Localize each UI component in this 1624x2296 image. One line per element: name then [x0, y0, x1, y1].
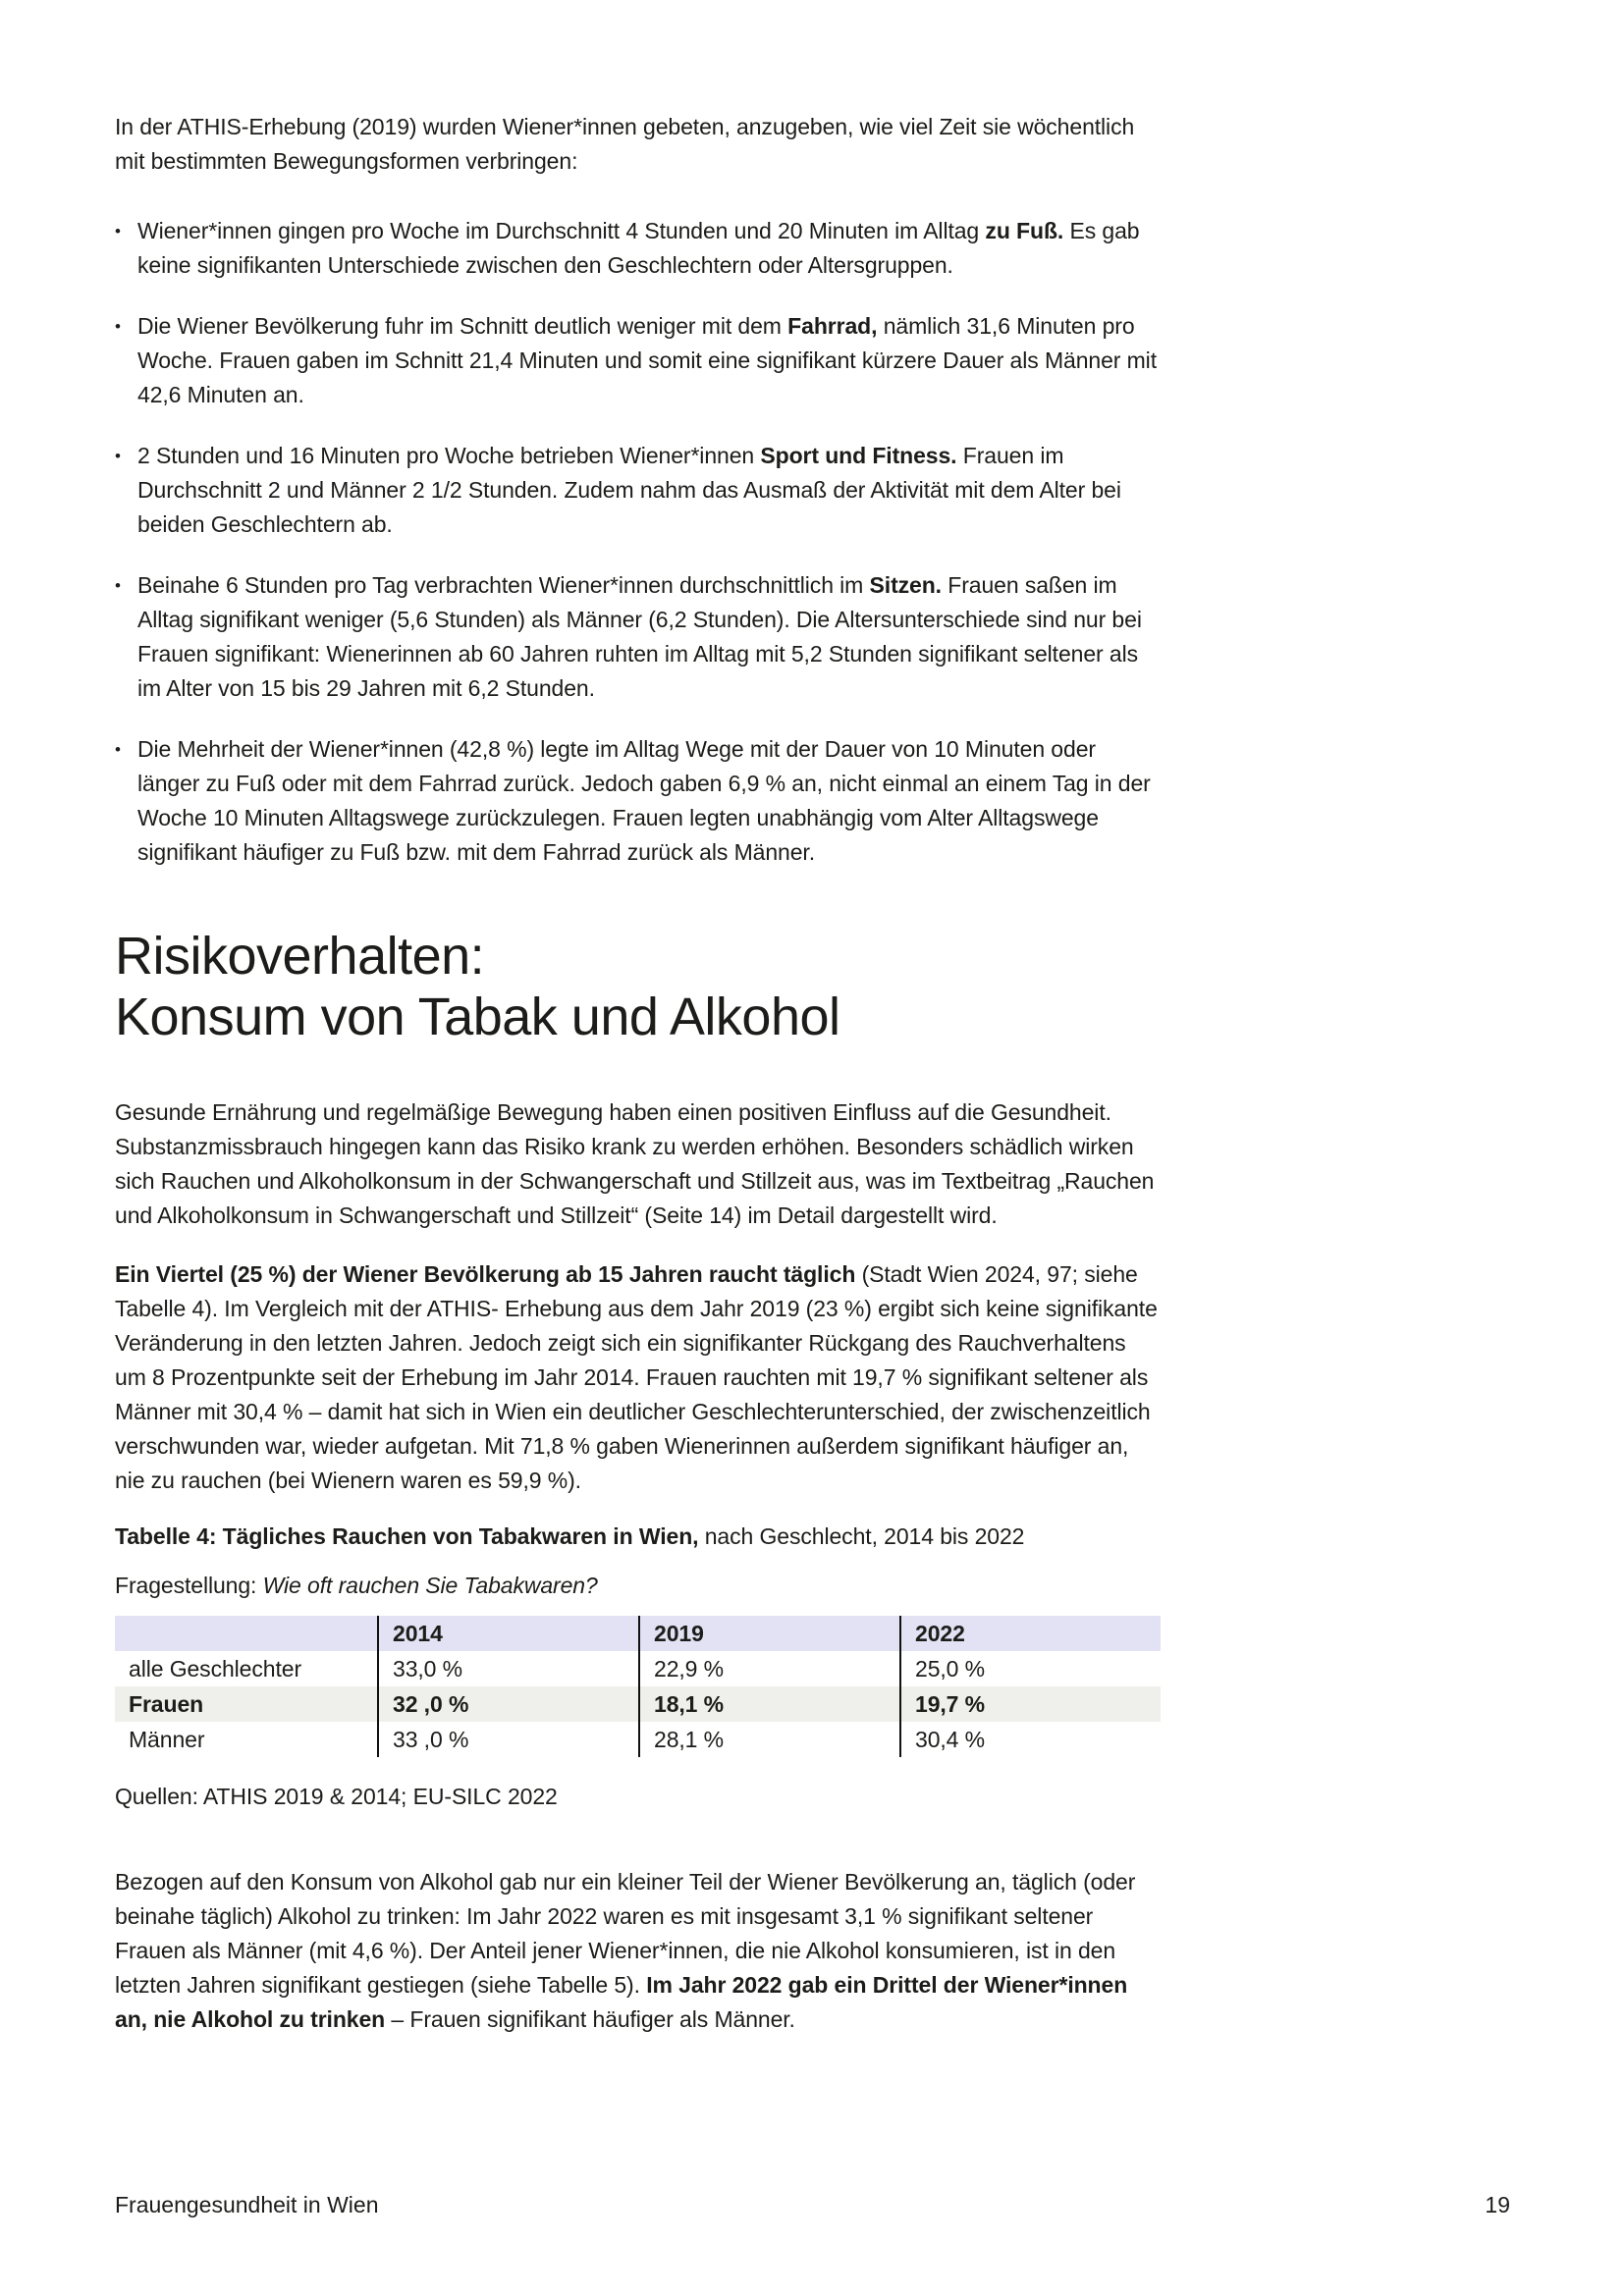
section-heading	[115, 926, 1161, 1047]
bullet-text-pre: Beinahe 6 Stunden pro Tag verbrachten Wiener*innen durchschnittlich im	[137, 572, 870, 598]
section-heading-line2: Konsum von Tabak und Alkohol	[115, 988, 840, 1046]
bullet-text	[137, 214, 1161, 283]
bullet-text-bold: zu Fuß.	[985, 218, 1064, 243]
bullet-text-pre: Wiener*innen gingen pro Woche im Durchschnitt 4 Stunden und 20 Minuten im Alltag	[137, 218, 986, 243]
cell-2019: 28,1 %	[639, 1722, 900, 1757]
cell-2019: 18,1 %	[639, 1686, 900, 1722]
bullet-text-bold: Sport und Fitness.	[760, 443, 957, 468]
bullet-text	[137, 732, 1161, 870]
bullet-text-bold: Sitzen.	[869, 572, 942, 598]
table-row-frauen	[115, 1686, 1161, 1722]
cell-2019: 22,9 %	[639, 1651, 900, 1686]
bullet-list	[115, 214, 1161, 870]
bullet-text-pre: Die Wiener Bevölkerung fuhr im Schnitt deutlich weniger mit dem	[137, 313, 788, 339]
bullet-marker: •	[115, 222, 121, 240]
cell-2014: 33,0 %	[378, 1651, 639, 1686]
bullet-text-post: Es gab keine signifikanten Unterschiede zwischen den Geschlechtern oder Altersgruppen.	[137, 218, 1140, 278]
cell-2022: 30,4 %	[900, 1722, 1161, 1757]
cell-2014: 32 ,0 %	[378, 1686, 639, 1722]
row-label: alle Geschlechter	[129, 1656, 301, 1682]
table-caption-rest: nach Geschlecht, 2014 bis 2022	[698, 1523, 1025, 1549]
bullet-text-pre: 2 Stunden und 16 Minuten pro Woche betrieben Wiener*innen	[137, 443, 761, 468]
table-question-italic: Wie oft rauchen Sie Tabakwaren?	[262, 1573, 598, 1598]
smoking-table	[115, 1616, 1161, 1757]
table-header-2022: 2022	[900, 1616, 1161, 1651]
table-header-empty	[115, 1616, 378, 1651]
bullet-text-bold: Fahrrad,	[787, 313, 878, 339]
table-row-alle-geschlechter	[115, 1651, 1161, 1686]
bullet-text	[137, 568, 1161, 706]
table-question	[115, 1569, 1161, 1603]
table-source: Quellen: ATHIS 2019 & 2014; EU-SILC 2022	[115, 1784, 558, 1809]
row-label: Männer	[129, 1727, 205, 1752]
cell-2014: 33 ,0 %	[378, 1722, 639, 1757]
bullet-item-alltagswege	[115, 732, 1161, 870]
table-row-maenner	[115, 1722, 1161, 1757]
bullet-item-zu-fuss	[115, 214, 1161, 283]
bullet-text	[137, 309, 1161, 412]
bullet-item-sport-fitness	[115, 439, 1161, 542]
bullet-text-post: Frauen saßen im Alltag signifikant weniger (5,6 Stunden) als Männer (6,2 Stunden). Die Altersunterschiede sind nur bei Frauen signifikant: Wienerinnen ab 60 Jahren ruhten im Alltag mit 5,2 Stunden signifikant seltener als im Alter von 15 bis 29 Jahren mit 6,2 Stunden.	[137, 572, 1142, 701]
intro-paragraph: In der ATHIS-Erhebung (2019) wurden Wiener*innen gebeten, anzugeben, wie viel Zeit sie wöchentlich mit bestimmten Bewegungsformen verbringen:	[115, 114, 1135, 174]
table-header-row	[115, 1616, 1161, 1651]
paragraph-smoking-rest: (Stadt Wien 2024, 97; siehe Tabelle 4). Im Vergleich mit der ATHIS- Erhebung aus dem Jahr 2019 (23 %) ergibt sich keine signifikante Veränderung in den letzten Jahren. Jedoch zeigt sich ein signifikanter Rückgang des Rauchverhaltens um 8 Prozentpunkte seit der Erhebung im Jahr 2014. Frauen rauchten mit 19,7 % signifikant seltener als Männer mit 30,4 % – damit hat sich in Wien ein deutlicher Geschlechterunterschied, der zwischenzeitlich verschwunden war, wieder aufgetan. Mit 71,8 % gaben Wienerinnen außerdem signifikant häufiger an, nie zu rauchen (bei Wienern waren es 59,9 %).	[115, 1261, 1158, 1493]
paragraph-alcohol-pre: Bezogen auf den Konsum von Alkohol gab nur ein kleiner Teil der Wiener Bevölkerung an, täglich (oder beinahe täglich) Alkohol zu trinken: Im Jahr 2022 waren es mit insgesamt 3,1 % signifikant seltener Frauen als Männer (mit 4,6 %). Der Anteil jener Wiener*innen, die nie Alkohol konsumieren, ist in den letzten Jahren signifikant gestiegen (siehe Tabelle 5).	[115, 1869, 1136, 1998]
paragraph-alcohol	[115, 1865, 1161, 2037]
bullet-marker: •	[115, 576, 121, 595]
bullet-marker: •	[115, 317, 121, 336]
bullet-marker: •	[115, 740, 121, 759]
row-label: Frauen	[129, 1691, 204, 1717]
table-header-2019: 2019	[639, 1616, 900, 1651]
bullet-text-post: nämlich 31,6 Minuten pro Woche. Frauen gaben im Schnitt 21,4 Minuten und somit eine signifikant kürzere Dauer als Männer mit 42,6 Minuten an.	[137, 313, 1157, 407]
table-header-2014: 2014	[378, 1616, 639, 1651]
table-question-label: Fragestellung:	[115, 1573, 263, 1598]
cell-2022: 25,0 %	[900, 1651, 1161, 1686]
bullet-text-pre: Die Mehrheit der Wiener*innen (42,8 %) legte im Alltag Wege mit der Dauer von 10 Minuten oder länger zu Fuß oder mit dem Fahrrad zurück. Jedoch gaben 6,9 % an, nicht einmal an einem Tag in der Woche 10 Minuten Alltagswege zurückzulegen. Frauen legten unabhängig vom Alter Alltagswege signifikant häufiger zu Fuß bzw. mit dem Fahrrad zurück als Männer.	[137, 736, 1151, 865]
page-footer	[115, 2190, 1510, 2219]
cell-2022: 19,7 %	[900, 1686, 1161, 1722]
text-column	[115, 0, 1161, 2037]
paragraph-alcohol-bold: Im Jahr 2022 gab ein Drittel der Wiener*innen an, nie Alkohol zu trinken	[115, 1972, 1128, 2032]
paragraph-smoking	[115, 1257, 1161, 1498]
table-caption-bold: Tabelle 4: Tägliches Rauchen von Tabakwaren in Wien,	[115, 1523, 699, 1549]
footer-page-number: 19	[1485, 2192, 1510, 2217]
paragraph-alcohol-post: – Frauen signifikant häufiger als Männer.	[385, 2006, 795, 2032]
table-caption	[115, 1520, 1161, 1554]
section-heading-line1: Risikoverhalten:	[115, 927, 485, 986]
paragraph-smoking-bold: Ein Viertel (25 %) der Wiener Bevölkerung ab 15 Jahren raucht täglich	[115, 1261, 856, 1287]
bullet-marker: •	[115, 447, 121, 465]
bullet-text-post: Frauen im Durchschnitt 2 und Männer 2 1/2 Stunden. Zudem nahm das Ausmaß der Aktivität mit dem Alter bei beiden Geschlechtern ab.	[137, 443, 1121, 537]
bullet-text	[137, 439, 1161, 542]
paragraph-nutrition-risk: Gesunde Ernährung und regelmäßige Bewegung haben einen positiven Einfluss auf die Gesundheit. Substanzmissbrauch hingegen kann das Risiko krank zu werden erhöhen. Besonders schädlich wirken sich Rauchen und Alkoholkonsum in der Schwangerschaft und Stillzeit aus, was im Textbeitrag „Rauchen und Alkoholkonsum in Schwangerschaft und Stillzeit“ (Seite 14) im Detail dargestellt wird.	[115, 1099, 1155, 1228]
bullet-item-sitzen	[115, 568, 1161, 706]
bullet-item-fahrrad	[115, 309, 1161, 412]
footer-report-title: Frauengesundheit in Wien	[115, 2192, 379, 2217]
